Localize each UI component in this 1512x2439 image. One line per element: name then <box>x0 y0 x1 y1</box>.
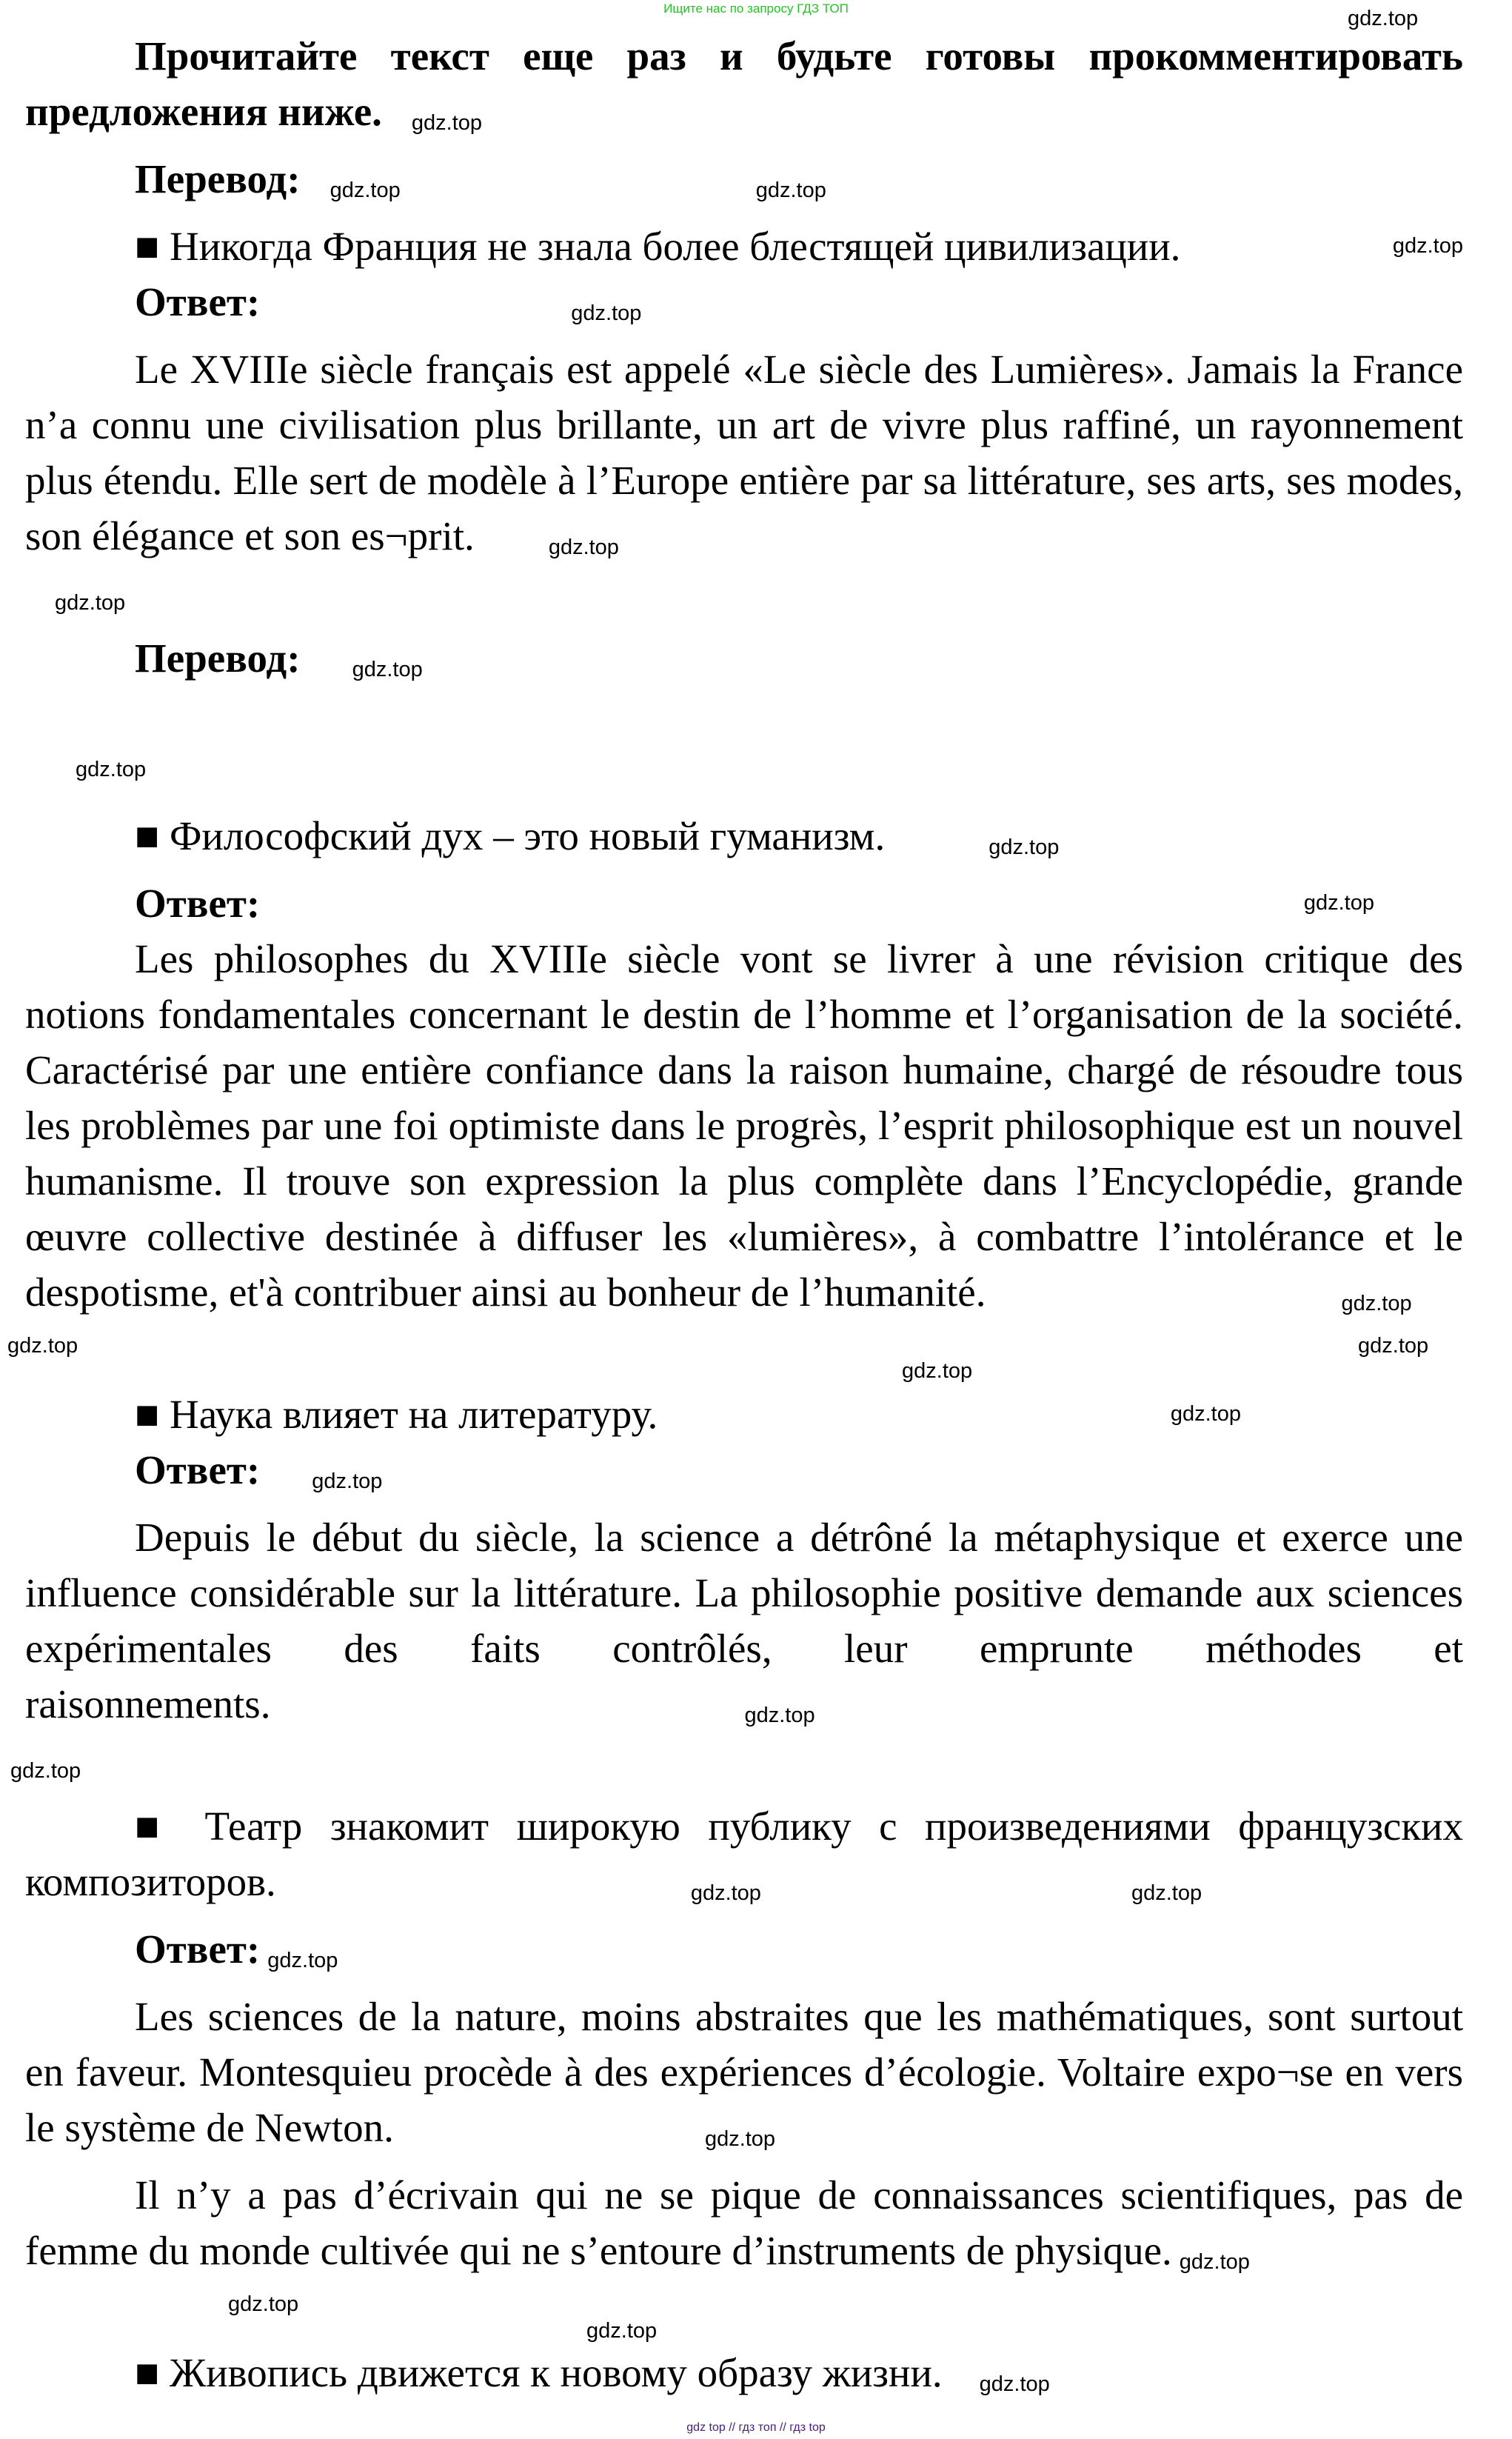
answer-label-text: Ответ: <box>135 1447 261 1492</box>
answer-label-4 <box>25 1921 1463 1989</box>
watermark: gdz.top <box>755 178 826 202</box>
answer-paragraph-1-text: Le XVIIIe siècle français est appelé «Le siècle des Lumières». Jamais la France n’a connu une civilisation plus brillante, un art de vivre plus raffiné, un rayonnement plus étendu. Elle sert de modèle à l’Europe entière par sa littérature, ses arts, ses modes, son élégance et son es¬prit. <box>25 347 1463 558</box>
watermark: gdz.top <box>55 591 126 615</box>
watermark: gdz.top <box>1348 7 1419 30</box>
answer-paragraph-4b <box>25 2167 1463 2290</box>
spacer <box>25 575 1463 630</box>
bullet-3 <box>25 1387 1463 1442</box>
watermark: gdz.top <box>548 535 619 559</box>
answer-label-text: Ответ: <box>135 881 261 926</box>
translation-label-text: Перевод: <box>135 156 301 201</box>
spacer <box>7 1332 1463 1387</box>
bullet-2-text: ■ Философский дух – это новый гуманизм. <box>135 813 886 858</box>
answer-paragraph-1 <box>25 341 1463 575</box>
watermark: gdz.top <box>411 111 483 135</box>
watermark: gdz.top <box>1341 1292 1412 1315</box>
bullet-5 <box>25 2345 1463 2412</box>
answer-label-2 <box>25 875 1463 931</box>
answer-label-text: Ответ: <box>135 279 261 324</box>
answer-paragraph-4a <box>25 1989 1463 2167</box>
footer-watermark: gdz top // гдз топ // гдз top <box>686 2421 826 2434</box>
watermark: gdz.top <box>352 658 423 681</box>
translation-space <box>25 698 1463 808</box>
watermark: gdz.top <box>267 1949 338 1972</box>
bullet-3-text: ■ Наука влияет на литературу. <box>135 1392 658 1437</box>
answer-paragraph-4b-text: Il n’y a pas d’écrivain qui ne se pique de connaissances scientifiques, pas de femme du monde cultivée qui ne s’entoure d’instruments de physique. <box>25 2172 1463 2273</box>
answer-paragraph-3 <box>25 1509 1463 1744</box>
top-margin <box>0 0 1512 28</box>
watermark: gdz.top <box>228 2292 299 2316</box>
watermark: gdz.top <box>744 1704 815 1727</box>
watermark: gdz.top <box>330 178 401 202</box>
search-banner: Ищите нас по запросу ГДЗ ТОП <box>663 1 849 16</box>
spacer <box>25 2290 1463 2345</box>
task-title-text: Прочитайте текст еще раз и будьте готовы прокомментировать предложения ниже. <box>25 33 1463 134</box>
watermark: gdz.top <box>1179 2250 1250 2274</box>
answer-paragraph-3-text: Depuis le début du siècle, la science a détrôné la métaphysique et exerce une influence considérable sur la littérature. La philosophie positive demande aux sciences expérimentales des faits contrôlés, leur emprunte méthodes et raisonnements. <box>25 1515 1463 1726</box>
watermark: gdz.top <box>979 2372 1050 2396</box>
watermark: gdz.top <box>902 1359 973 1383</box>
bullet-2 <box>25 808 1463 875</box>
answer-label-text: Ответ: <box>135 1926 261 1972</box>
translation-label <box>25 151 1463 218</box>
watermark: gdz.top <box>1131 1881 1202 1905</box>
document-body <box>0 28 1463 2412</box>
watermark: gdz.top <box>586 2319 658 2343</box>
watermark: gdz.top <box>10 1759 81 1783</box>
bullet-5-text: ■ Живопись движется к новому образу жизни. <box>135 2350 943 2395</box>
translation-label-text: Перевод: <box>135 635 301 681</box>
watermark: gdz.top <box>7 1334 78 1358</box>
watermark: gdz.top <box>1392 234 1463 258</box>
answer-label-1 <box>25 274 1463 341</box>
watermark: gdz.top <box>1358 1334 1429 1358</box>
spacer <box>10 1744 1463 1798</box>
bullet-1 <box>25 218 1463 274</box>
bullet-4-text: ■ Театр знакомит широкую публику с произведениями французских композиторов. <box>25 1804 1463 1904</box>
translation-label-2 <box>25 630 1463 698</box>
watermark: gdz.top <box>1303 891 1374 915</box>
answer-paragraph-4a-text: Les sciences de la nature, moins abstraites que les mathématiques, sont surtout en faveur. Montesquieu procède à des expériences d’écologie. Voltaire expo¬se en vers le système de Newton. <box>25 1994 1463 2150</box>
bullet-1-text: ■ Никогда Франция не знала более блестящей цивилизации. <box>135 224 1181 269</box>
watermark: gdz.top <box>312 1469 383 1493</box>
answer-paragraph-2-text: Les philosophes du XVIIIe siècle vont se livrer à une révision critique des notions fondamentales concernant le destin de l’homme et l’organisation de la société. Caractérisé par une entière confiance dans la raison humaine, chargé de résoudre tous les problèmes par une foi optimiste dans le progrès, l’esprit philosophique est un nouvel humanisme. Il trouve son expression la plus complète dans l’Encyclopédie, grande œuvre collective destinée à diffuser les «lumières», à combattre l’intolérance et le despotisme, et'à contribuer ainsi au bonheur de l’humanité. <box>25 936 1463 1315</box>
task-title <box>25 28 1463 151</box>
watermark: gdz.top <box>704 2127 776 2151</box>
bullet-4 <box>25 1798 1463 1921</box>
watermark: gdz.top <box>1170 1402 1241 1426</box>
answer-label-3 <box>25 1442 1463 1509</box>
answer-paragraph-2 <box>25 931 1463 1332</box>
watermark: gdz.top <box>76 758 147 781</box>
watermark: gdz.top <box>690 1881 761 1905</box>
watermark: gdz.top <box>989 835 1060 859</box>
watermark: gdz.top <box>571 301 642 325</box>
